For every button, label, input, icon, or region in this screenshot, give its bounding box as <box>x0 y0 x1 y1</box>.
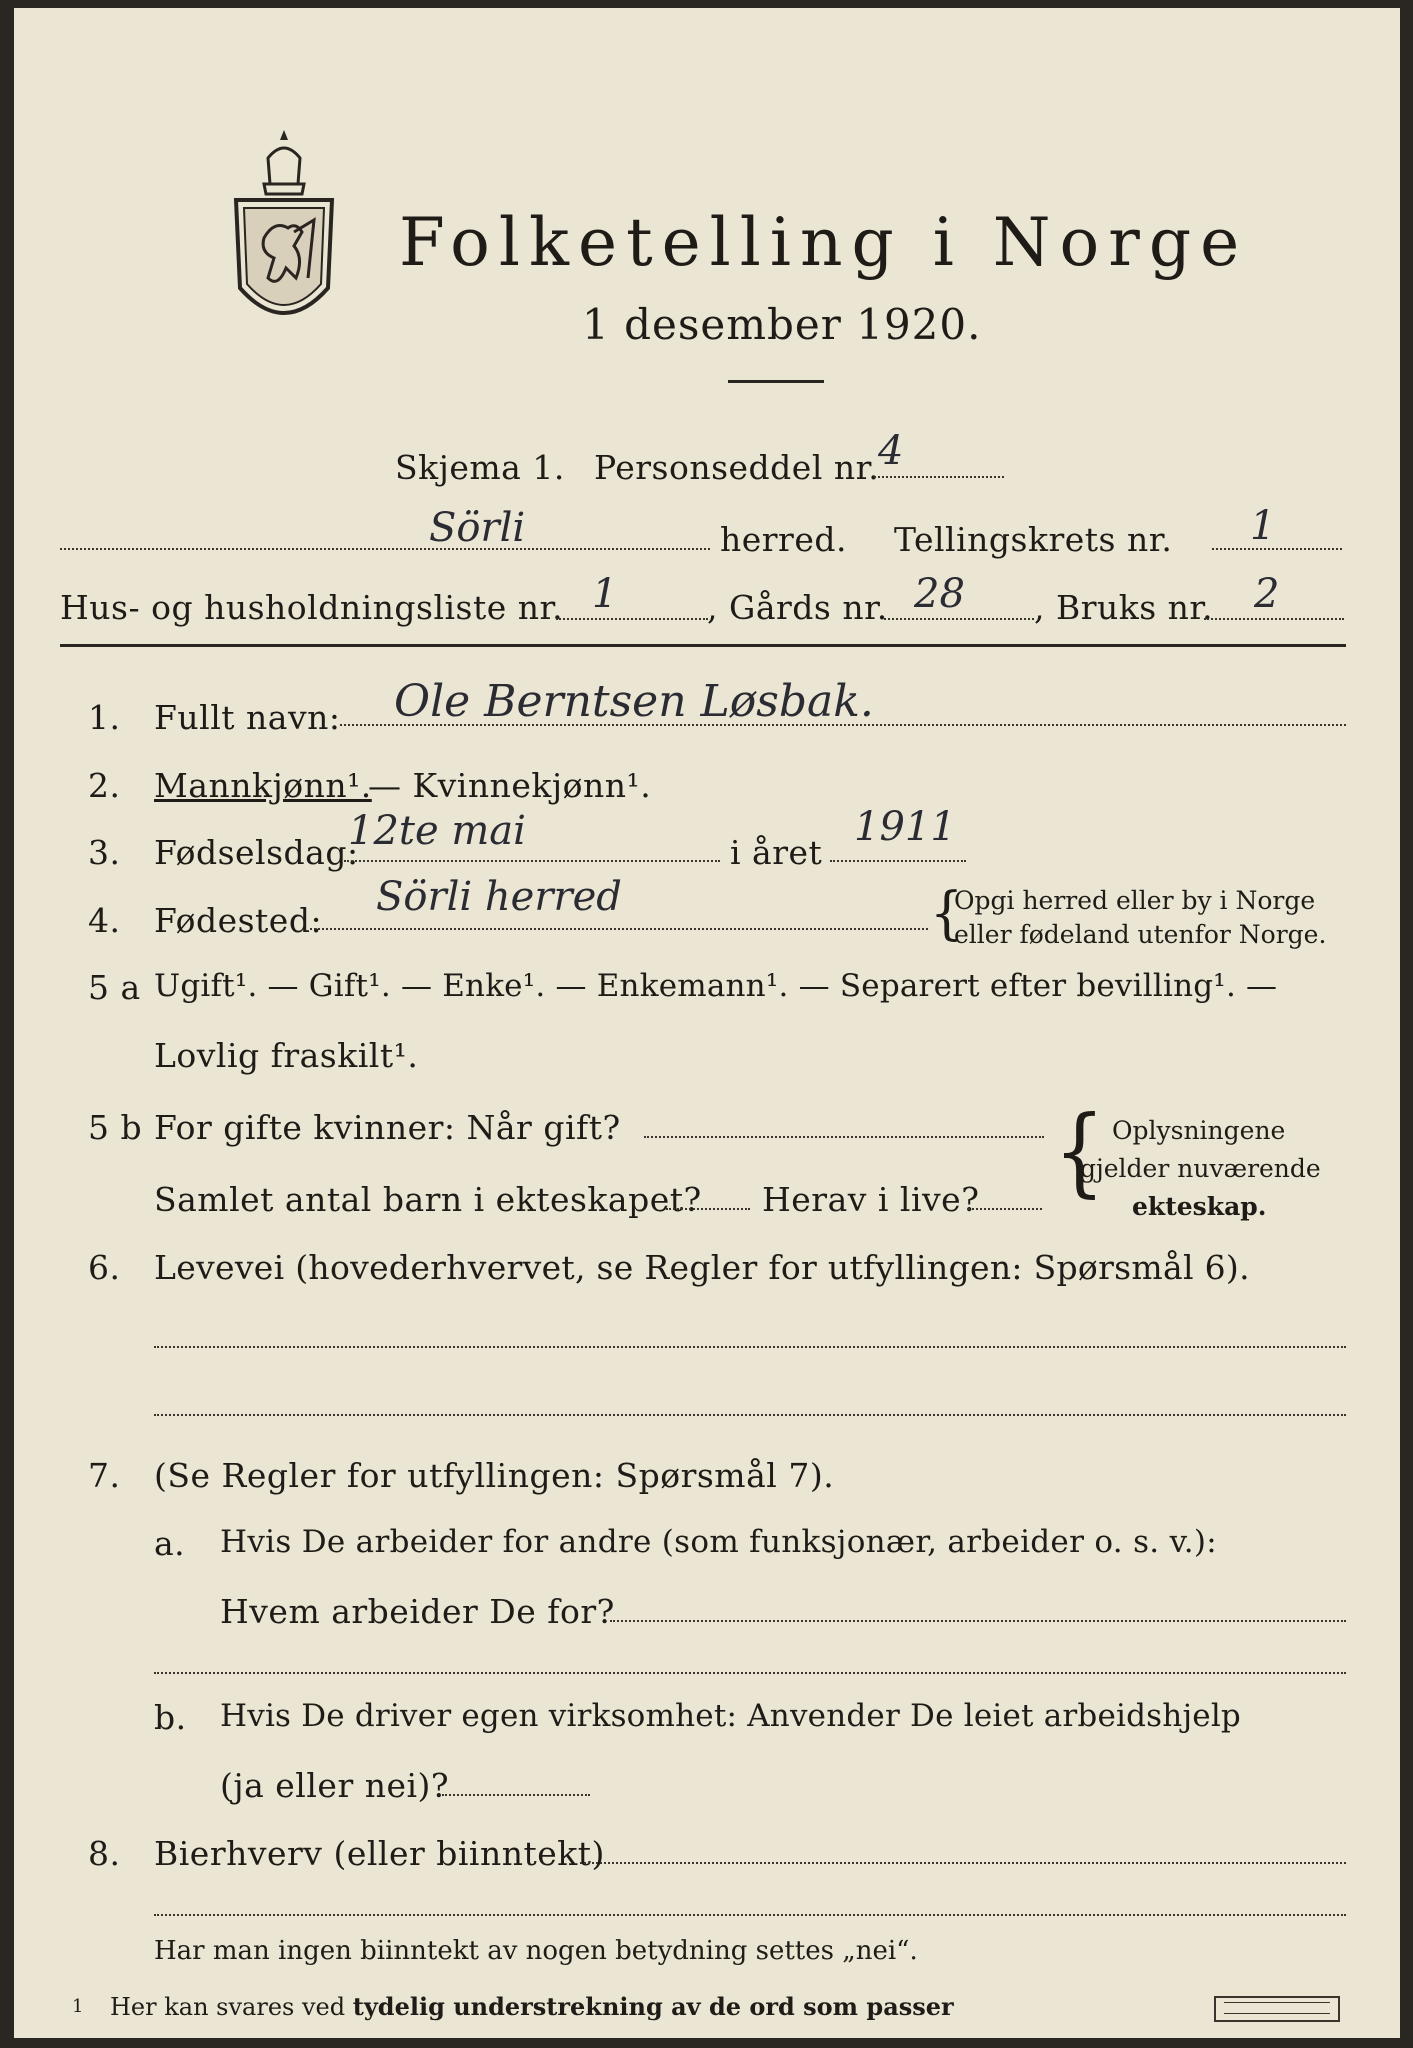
footnote-bold-text: tydelig understrekning av de ord som passer <box>352 1992 954 2021</box>
skjema-label: Skjema 1. <box>395 448 565 487</box>
q5b-children-label: Samlet antal barn i ekteskapet? <box>154 1180 702 1219</box>
personseddel-line <box>874 476 1004 478</box>
q3-birthday-value: 12te mai <box>348 808 526 854</box>
herred-label: herred. <box>720 520 847 559</box>
q1-full-name-value: Ole Berntsen Løsbak. <box>394 676 874 727</box>
q5b-married-when-line <box>644 1136 1044 1138</box>
q5a-options-line1: Ugift¹. — Gift¹. — Enke¹. — Enkemann¹. — Separert efter bevilling¹. — <box>154 968 1278 1004</box>
q7b-answer-line <box>442 1794 590 1796</box>
q8-label: Bierhverv (eller biinntekt) <box>154 1834 605 1873</box>
herred-value: Sörli <box>429 505 526 551</box>
printer-stamp-inner <box>1224 2002 1330 2014</box>
q2-female-option: — Kvinnekjønn¹. <box>368 766 652 805</box>
tellingskrets-line <box>1212 548 1342 550</box>
q7b-letter: b. <box>154 1698 187 1737</box>
q7a-line1: Hvis De arbeider for andre (som funksjonær, arbeider o. s. v.): <box>220 1524 1218 1560</box>
personseddel-label: Personseddel nr. <box>594 448 880 487</box>
q4-number: 4. <box>88 901 121 940</box>
q4-line <box>310 928 928 930</box>
q3-label: Fødselsdag: <box>154 833 359 872</box>
norway-coat-of-arms-icon <box>224 128 344 348</box>
q7a-letter: a. <box>154 1524 186 1563</box>
form-title: Folketelling i Norge <box>399 204 1249 281</box>
q3-year-value: 1911 <box>854 804 956 850</box>
q5b-note-line3: ekteskap. <box>1132 1192 1267 1221</box>
herred-line <box>60 548 710 550</box>
q1-label: Fullt navn: <box>154 698 341 737</box>
q7b-line1: Hvis De driver egen virksomhet: Anvender De leiet arbeidshjelp <box>220 1698 1241 1734</box>
header-divider <box>60 644 1346 647</box>
q4-birthplace-value: Sörli herred <box>376 874 622 920</box>
bruks-label: , Bruks nr. <box>1034 588 1214 627</box>
q5b-alive-line <box>968 1208 1042 1210</box>
gards-value: 28 <box>914 571 965 617</box>
hus-line <box>556 618 708 620</box>
tellingskrets-value: 1 <box>1250 503 1276 549</box>
q2-number: 2. <box>88 766 121 805</box>
q1-number: 1. <box>88 698 121 737</box>
q4-note-line1: Opgi herred eller by i Norge <box>954 886 1316 915</box>
q5a-number: 5 a <box>88 968 141 1007</box>
q5b-brace: { <box>1054 1095 1105 1208</box>
census-form-page <box>14 8 1400 2038</box>
personseddel-value: 4 <box>878 428 904 474</box>
q5b-children-line <box>666 1208 750 1210</box>
q8-line1 <box>580 1862 1346 1864</box>
footnote-text <box>110 1992 954 2021</box>
gards-label: , Gårds nr. <box>707 588 888 627</box>
q5b-married-when-label: For gifte kvinner: Når gift? <box>154 1108 621 1147</box>
q3-day-line <box>344 860 720 862</box>
form-subtitle: 1 desember 1920. <box>582 300 982 349</box>
gards-line <box>884 618 1034 620</box>
q3-number: 3. <box>88 833 121 872</box>
q7-number: 7. <box>88 1456 121 1495</box>
bruks-line <box>1204 618 1344 620</box>
q6-line2 <box>154 1414 1346 1416</box>
q6-line1 <box>154 1346 1346 1348</box>
q7b-line2: (ja eller nei)? <box>220 1766 450 1805</box>
q8-line2 <box>154 1914 1346 1916</box>
q8-number: 8. <box>88 1834 121 1873</box>
title-divider <box>728 380 824 383</box>
q6-number: 6. <box>88 1248 121 1287</box>
hus-value: 1 <box>592 571 618 617</box>
q5b-note-line2: gjelder nuværende <box>1080 1154 1321 1183</box>
q7a-extra-line <box>154 1672 1346 1674</box>
q3-year-line <box>830 860 966 862</box>
q5a-options-line2: Lovlig fraskilt¹. <box>154 1036 419 1075</box>
q7a-line2: Hvem arbeider De for? <box>220 1592 615 1631</box>
printer-stamp <box>1214 1996 1340 2022</box>
q7-label: (Se Regler for utfyllingen: Spørsmål 7). <box>154 1456 835 1495</box>
q8-note: Har man ingen biinntekt av nogen betydning settes „nei“. <box>154 1936 918 1966</box>
footnote-mark: 1 <box>72 1996 84 2017</box>
q5b-number: 5 b <box>88 1108 143 1147</box>
footnote-plain-text: Her kan svares ved <box>110 1993 346 2021</box>
q3-year-label: i året <box>730 833 823 872</box>
q5b-note-line1: Oplysningene <box>1112 1116 1286 1145</box>
q4-label: Fødested: <box>154 901 323 940</box>
tellingskrets-label: Tellingskrets nr. <box>894 520 1173 559</box>
q6-label: Levevei (hovederhvervet, se Regler for utfyllingen: Spørsmål 6). <box>154 1248 1250 1287</box>
q4-note-line2: eller fødeland utenfor Norge. <box>954 920 1327 949</box>
q7a-employer-line <box>610 1620 1346 1622</box>
hus-label: Hus- og husholdningsliste nr. <box>60 588 564 627</box>
bruks-value: 2 <box>1254 571 1280 617</box>
q4-brace: { <box>930 881 964 947</box>
q5b-alive-label: Herav i live? <box>762 1180 980 1219</box>
q2-male-option: Mannkjønn¹. <box>154 766 372 805</box>
